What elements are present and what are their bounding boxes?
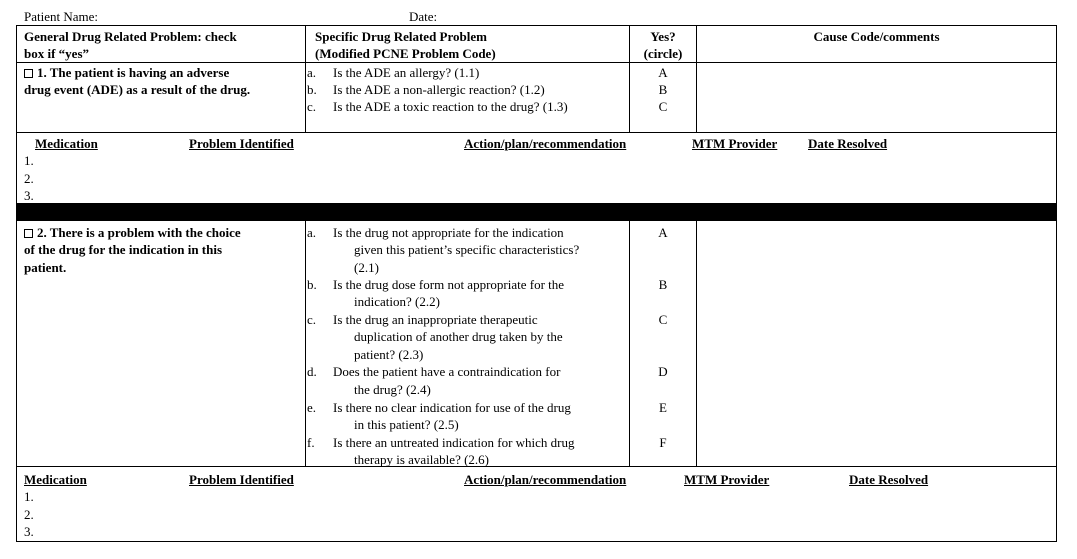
section2-item-e-line1: Is there no clear indication for use of the drug bbox=[333, 400, 571, 415]
section1-general-problem-line2: drug event (ADE) as a result of the drug. bbox=[24, 82, 251, 97]
tracking1-resolved-header: Date Resolved bbox=[808, 136, 888, 151]
section2-general-problem-line2: of the drug for the indication in this bbox=[24, 242, 223, 257]
tracking1-row[interactable]: 2. bbox=[24, 171, 34, 186]
tracking2-row[interactable]: 1. bbox=[24, 489, 34, 504]
tracking1-row[interactable]: 1. bbox=[24, 153, 34, 168]
section2-item-c-line3: patient? (2.3) bbox=[354, 347, 424, 362]
section1-item-a-letter: a. bbox=[307, 65, 317, 80]
section1-item-c-text: Is the ADE a toxic reaction to the drug? (1.3) bbox=[333, 99, 568, 114]
section2-general-problem: 2. There is a problem with the choice bbox=[24, 224, 241, 241]
tracking1-provider-header: MTM Provider bbox=[692, 136, 778, 151]
section2-item-d-letter: d. bbox=[307, 364, 317, 379]
section2-item-a-line2: given this patient’s specific characteristics? bbox=[354, 242, 580, 257]
tracking2-resolved-header: Date Resolved bbox=[849, 472, 929, 487]
section2-item-e-answer[interactable]: E bbox=[659, 400, 667, 415]
section2-item-f-answer[interactable]: F bbox=[659, 435, 667, 450]
section2-item-b-line1: Is the drug dose form not appropriate for the bbox=[333, 277, 565, 292]
section2-item-f-line1: Is there an untreated indication for which drug bbox=[333, 435, 575, 450]
section-separator-bar bbox=[16, 203, 1057, 221]
section2-item-d-line1: Does the patient have a contraindication for bbox=[333, 364, 561, 379]
section2-checkbox[interactable] bbox=[24, 229, 33, 238]
section1-item-a-text: Is the ADE an allergy? (1.1) bbox=[333, 65, 480, 80]
yes-column-header-line1: Yes? bbox=[650, 29, 676, 44]
section2-item-c-letter: c. bbox=[307, 312, 317, 327]
general-column-header-line2: box if “yes” bbox=[24, 46, 89, 61]
tracking1-medication-header: Medication bbox=[35, 136, 98, 151]
section2-item-f-letter: f. bbox=[307, 435, 315, 450]
section2-item-e-line2: in this patient? (2.5) bbox=[354, 417, 459, 432]
section2-item-d-answer[interactable]: D bbox=[658, 364, 668, 379]
section2-item-d-line2: the drug? (2.4) bbox=[354, 382, 431, 397]
section2-item-c-line1: Is the drug an inappropriate therapeutic bbox=[333, 312, 538, 327]
tracking2-row[interactable]: 3. bbox=[24, 524, 34, 539]
section1-item-b-letter: b. bbox=[307, 82, 317, 97]
section2-item-c-line2: duplication of another drug taken by the bbox=[354, 329, 563, 344]
section1-checkbox[interactable] bbox=[24, 69, 33, 78]
section2-item-f-line2: therapy is available? (2.6) bbox=[354, 452, 489, 467]
section2-item-b-answer[interactable]: B bbox=[658, 277, 668, 292]
tracking2-provider-header: MTM Provider bbox=[684, 472, 770, 487]
tracking2-row[interactable]: 2. bbox=[24, 507, 34, 522]
tracking1-action-header: Action/plan/recommendation bbox=[464, 136, 627, 151]
cause-column-header: Cause Code/comments bbox=[813, 29, 940, 44]
tracking2-problem-header: Problem Identified bbox=[189, 472, 294, 487]
section2-item-a-answer[interactable]: A bbox=[658, 225, 668, 240]
yes-column-header-line2: (circle) bbox=[643, 46, 683, 61]
section2-item-c-answer[interactable]: C bbox=[658, 312, 668, 327]
section1-item-c-answer[interactable]: C bbox=[658, 99, 668, 114]
general-column-header-line1: General Drug Related Problem: check bbox=[24, 29, 237, 44]
tracking1-row[interactable]: 3. bbox=[24, 188, 34, 203]
section2-general-problem-line3: patient. bbox=[24, 260, 67, 275]
tracking1-problem-header: Problem Identified bbox=[189, 136, 294, 151]
section2-item-a-letter: a. bbox=[307, 225, 317, 240]
section1-item-a-answer[interactable]: A bbox=[658, 65, 668, 80]
section2-item-b-line2: indication? (2.2) bbox=[354, 294, 440, 309]
patient-name-label: Patient Name: bbox=[24, 9, 99, 24]
section1-general-problem: 1. The patient is having an adverse bbox=[24, 64, 229, 81]
tracking2-medication-header: Medication bbox=[24, 472, 87, 487]
section2-item-b-letter: b. bbox=[307, 277, 317, 292]
tracking2-action-header: Action/plan/recommendation bbox=[464, 472, 627, 487]
section1-item-c-letter: c. bbox=[307, 99, 317, 114]
section2-item-a-line3: (2.1) bbox=[354, 260, 379, 275]
section2-item-a-line1: Is the drug not appropriate for the indication bbox=[333, 225, 564, 240]
specific-column-header-line1: Specific Drug Related Problem bbox=[315, 29, 487, 44]
section2-item-e-letter: e. bbox=[307, 400, 317, 415]
specific-column-header-line2: (Modified PCNE Problem Code) bbox=[315, 46, 496, 61]
section1-item-b-text: Is the ADE a non-allergic reaction? (1.2) bbox=[333, 82, 545, 97]
section1-item-b-answer[interactable]: B bbox=[658, 82, 668, 97]
date-label: Date: bbox=[409, 9, 438, 24]
